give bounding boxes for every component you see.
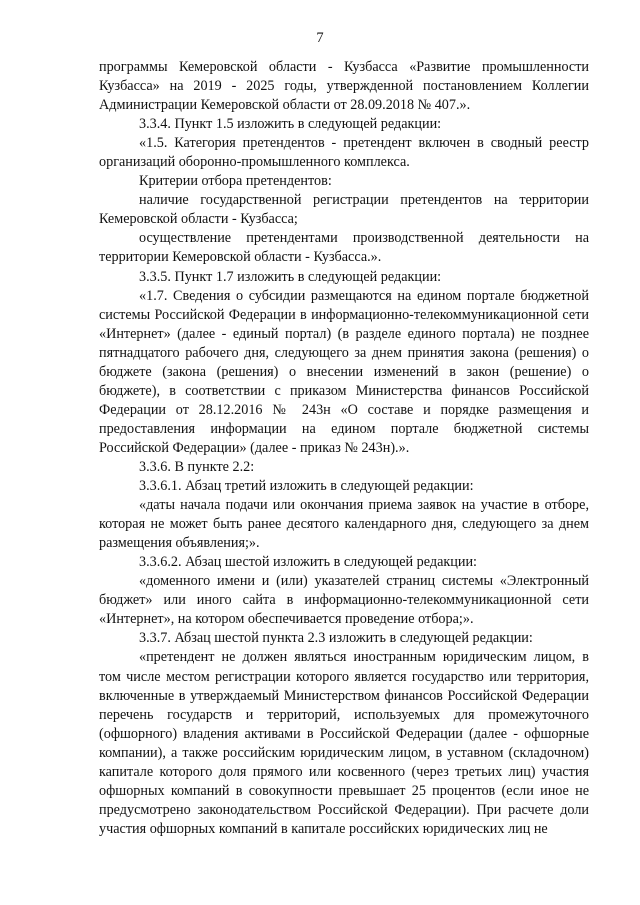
- paragraph-2: 3.3.4. Пункт 1.5 изложить в следующей редакции:: [139, 116, 442, 133]
- paragraph-3: «1.5. Категория претендентов - претендент включен в сводный реестр организаций оборонно-промышленного комплекса.: [99, 135, 589, 171]
- paragraph-10: 3.3.6.1. Абзац третий изложить в следующей редакции:: [139, 478, 474, 495]
- paragraph-4: Критерии отбора претендентов:: [139, 173, 332, 190]
- paragraph-15: «претендент не должен являться иностранным юридическим лицом, в том числе местом регистрации которого является государство или территория, включенные в утверждаемый Министерством финансов Российской Федерации перечень государств и территорий, используемых для промежуточного (офшорного) владения активами в Российской Федерации (далее - офшорные компании), а также российским юридическим лицом, в уставном (складочном) капитале которого доля прямого или косвенного (через третьих лиц) участия офшорных компаний в совокупности превышает 25 процентов (если иное не предусмотрено законодательством Российской Федерации). При расчете доли участия офшорных компаний в капитале российских юридических лиц не: [99, 649, 589, 837]
- paragraph-1: программы Кемеровской области - Кузбасса «Развитие промышленности Кузбасса» на 2019 - 2025 годы, утвержденной постановлением Коллегии Администрации Кемеровской области от 28.09.2018 № 407.».: [99, 59, 589, 114]
- paragraph-5: наличие государственной регистрации претендентов на территории Кемеровской области - Кузбасса;: [99, 192, 589, 228]
- paragraph-14: 3.3.7. Абзац шестой пункта 2.3 изложить в следующей редакции:: [139, 630, 533, 647]
- paragraph-8: «1.7. Сведения о субсидии размещаются на едином портале бюджетной системы Российской Федерации в информационно-телекоммуникационной сети «Интернет» (далее - единый портал) (в разделе единого портала) не позднее пятнадцатого рабочего дня, следующего за днем принятия закона (решения) о бюджете (закона (решения) о внесении изменений в закон (решение) о бюджете), в соответствии с приказом Министерства финансов Российской Федерации от 28.12.2016 № 243н «О составе и порядке размещения и предоставления информации на едином портале бюджетной системы Российской Федерации» (далее - приказ № 243н).».: [99, 287, 589, 456]
- paragraph-7: 3.3.5. Пункт 1.7 изложить в следующей редакции:: [139, 268, 442, 285]
- paragraph-9: 3.3.6. В пункте 2.2:: [139, 458, 255, 475]
- paragraph-13: «доменного имени и (или) указателей страниц системы «Электронный бюджет» или иного сайта в информационно-телекоммуникационной сети «Интернет», на котором обеспечивается проведение отбора;».: [99, 573, 589, 628]
- page-number: 7: [316, 30, 324, 46]
- paragraph-11: «даты начала подачи или окончания приема заявок на участие в отборе, которая не может быть ранее десятого календарного дня, следующего за днем размещения объявления;».: [99, 497, 589, 552]
- paragraph-6: осуществление претендентами производственной деятельности на территории Кемеровской области - Кузбасса.».: [99, 230, 589, 266]
- document-body: [99, 58, 589, 839]
- paragraph-12: 3.3.6.2. Абзац шестой изложить в следующей редакции:: [139, 554, 477, 571]
